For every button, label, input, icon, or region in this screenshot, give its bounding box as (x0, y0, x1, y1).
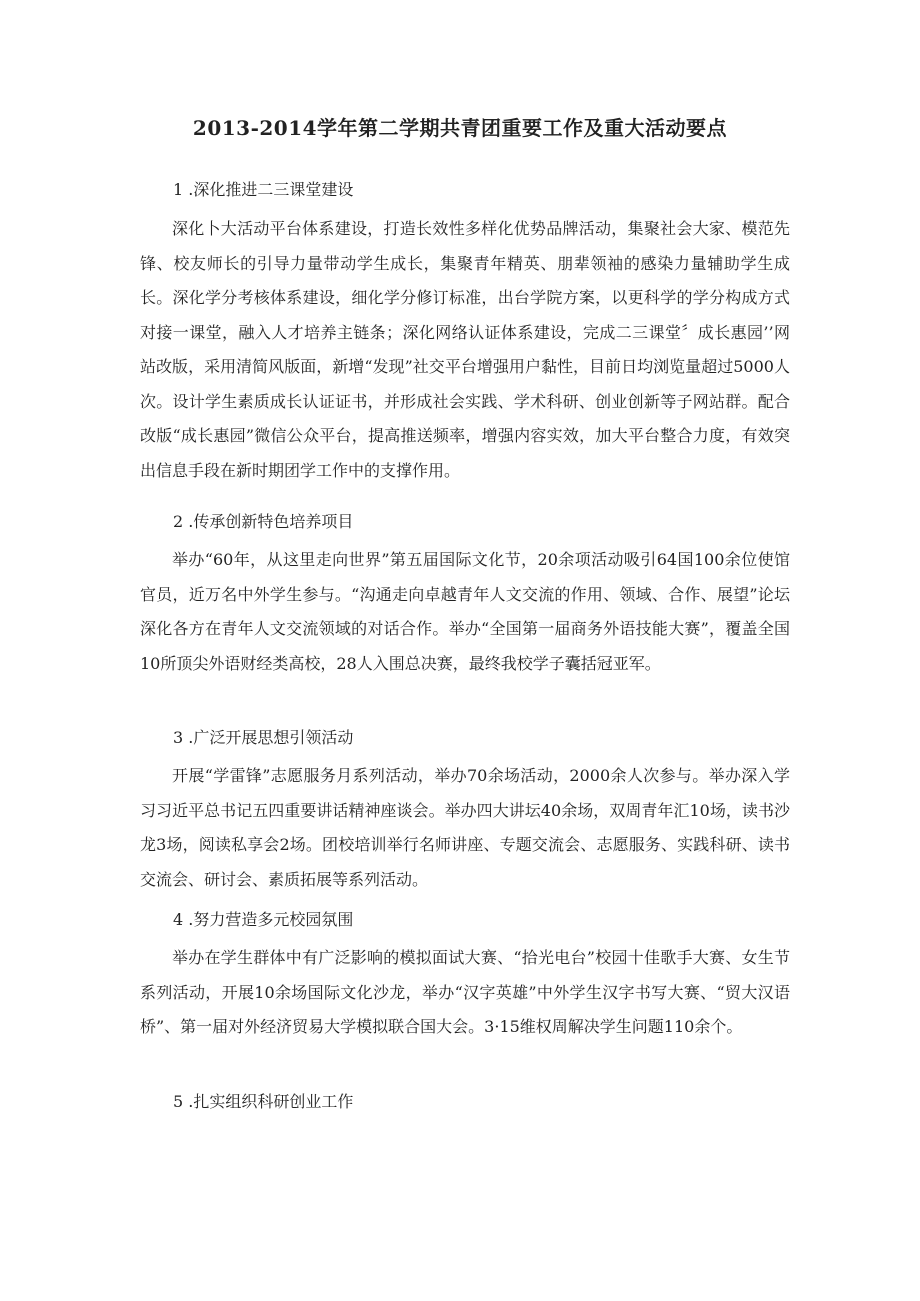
section-body-2: 举办“60年，从这里走向世界”第五届国际文化节，20余项活动吸引64国100余位使馆官员，近万名中外学生参与。“沟通走向卓越青年人文交流的作用、领域、合作、展望”论坛深化各方在青年人文交流领域的对话合作。举办“全国第一届商务外语技能大赛”，覆盖全国10所顶尖外语财经类高校，28人入围总决赛，最终我校学子囊括冠亚军。 (140, 550, 790, 673)
document-title: 2013-2014学年第二学期共青团重要工作及重大活动要点 (192, 116, 728, 140)
section-body-4: 举办在学生群体中有广泛影响的模拟面试大赛、“拾光电台”校园十佳歌手大赛、女生节系列活动，开展10余场国际文化沙龙，举办“汉字英雄”中外学生汉字书写大赛、“贸大汉语桥”、第一届对外经济贸易大学模拟联合国大会。3·15维权周解决学生问题110余个。 (140, 948, 790, 1036)
section-heading-5: 5 .扎实组织科研创业工作 (173, 1092, 354, 1111)
section-heading-3: 3 .广泛开展思想引领活动 (173, 728, 354, 747)
section-body-1: 深化卜大活动平台体系建设，打造长效性多样化优势品牌活动，集聚社会大家、模范先锋、校友师长的引导力量带动学生成长，集聚青年精英、朋辈领袖的感染力量辅助学生成长。深化学分考核体系建设，细化学分修订标准，出台学院方案，以更科学的学分构成方式对接一课堂，融入人才培养主链条；深化网络认证体系建设，完成二三课堂〞成长惠园’’网站改版，采用清简风版面，新增“发现”社交平台增强用户黏性，目前日均浏览量超过5000人次。设计学生素质成长认证证书，并形成社会实践、学术科研、创业创新等子网站群。配合改版“成长惠园”微信公众平台，提高推送频率，增强内容实效，加大平台整合力度，有效突出信息手段在新时期团学工作中的支撑作用。 (140, 219, 790, 480)
section-heading-2: 2 .传承创新特色培养项目 (173, 512, 354, 531)
section-body-3: 开展“学雷锋”志愿服务月系列活动，举办70余场活动，2000余人次参与。举办深入学习习近平总书记五四重要讲话精神座谈会。举办四大讲坛40余场，双周青年汇10场，读书沙龙3场，阅读私享会2场。团校培训举行名师讲座、专题交流会、志愿服务、实践科研、读书交流会、研讨会、素质拓展等系列活动。 (140, 766, 790, 889)
section-heading-1: 1 .深化推进二三课堂建设 (173, 180, 354, 199)
section-heading-4: 4 .努力营造多元校园氛围 (173, 910, 354, 929)
